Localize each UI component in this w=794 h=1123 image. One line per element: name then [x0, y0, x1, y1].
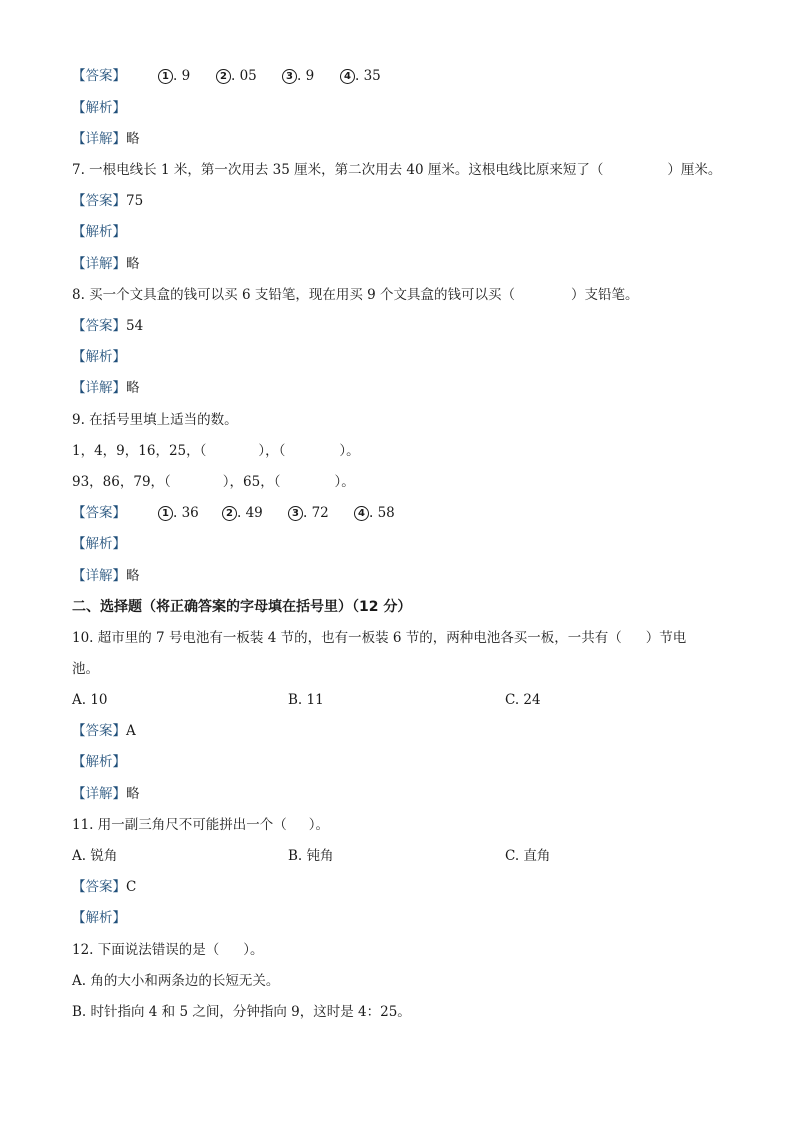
q6-answer-4: 4 . 35: [340, 66, 381, 86]
q9-answer-3: 3 . 72: [288, 503, 329, 523]
q6-detail: 【详解】略: [72, 131, 140, 147]
q10-option-c: C. 24: [505, 692, 541, 708]
q11-option-a: A. 锐角: [72, 848, 118, 864]
q10-answer: 【答案】A: [72, 723, 136, 739]
q9-answer-line: 【答案】: [72, 505, 126, 521]
q8-question: 8. 买一个文具盒的钱可以买 6 支铅笔，现在用买 9 个文具盒的钱可以买（ ）支铅笔。: [72, 287, 639, 303]
q9-answer-2: 2 . 49: [222, 503, 263, 523]
q12-question: 12. 下面说法错误的是（ ）。: [72, 942, 264, 958]
q8-detail: 【详解】略: [72, 380, 140, 396]
q6-answer-1: 1 . 9: [158, 66, 190, 86]
q9-analysis: 【解析】: [72, 536, 126, 552]
q7-question: 7. 一根电线长 1 米，第一次用去 35 厘米，第二次用去 40 厘米。这根电线比原来短了（ ）厘米。: [72, 162, 722, 178]
q10-analysis: 【解析】: [72, 754, 126, 770]
q6-analysis: 【解析】: [72, 100, 126, 116]
q10-question-cont: 池。: [72, 661, 99, 677]
q6-answer-line: [72, 66, 126, 86]
q9-question: 9. 在括号里填上适当的数。: [72, 412, 238, 428]
q12-option-a: A. 角的大小和两条边的长短无关。: [72, 973, 280, 989]
q9-answer-4: 4 . 58: [354, 503, 395, 523]
q7-analysis: 【解析】: [72, 224, 126, 240]
q7-detail: 【详解】略: [72, 256, 140, 272]
q11-question: 11. 用一副三角尺不可能拼出一个（ ）。: [72, 817, 330, 833]
q6-answer-2: 2 . 05: [216, 66, 257, 86]
q11-analysis: 【解析】: [72, 910, 126, 926]
q12-option-b: B. 时针指向 4 和 5 之间，分钟指向 9，这时是 4：25。: [72, 1004, 411, 1020]
q6-answer-3: 3 . 9: [282, 66, 314, 86]
q10-option-b: B. 11: [288, 692, 324, 708]
q11-option-b: B. 钝角: [288, 848, 334, 864]
q7-answer: 【答案】75: [72, 193, 144, 209]
q10-option-a: A. 10: [72, 692, 108, 708]
q11-option-c: C. 直角: [505, 848, 551, 864]
q9-sequence-1: 1，4，9，16，25，（ ），（ ）。: [72, 443, 360, 459]
q9-answer-1: 1 . 36: [158, 503, 199, 523]
q10-question: 10. 超市里的 7 号电池有一板装 4 节的，也有一板装 6 节的，两种电池各买一板，一共有（ ）节电: [72, 630, 687, 646]
q10-detail: 【详解】略: [72, 786, 140, 802]
q8-answer: 【答案】54: [72, 318, 144, 334]
section-2-heading: 二、选择题（将正确答案的字母填在括号里）（12 分）: [72, 599, 412, 615]
q11-answer: 【答案】C: [72, 879, 137, 895]
q8-analysis: 【解析】: [72, 349, 126, 365]
q9-sequence-2: 93，86，79，（ ），65，（ ）。: [72, 474, 355, 490]
answer-tag: 【答案】: [72, 68, 126, 84]
q9-detail: 【详解】略: [72, 568, 140, 584]
